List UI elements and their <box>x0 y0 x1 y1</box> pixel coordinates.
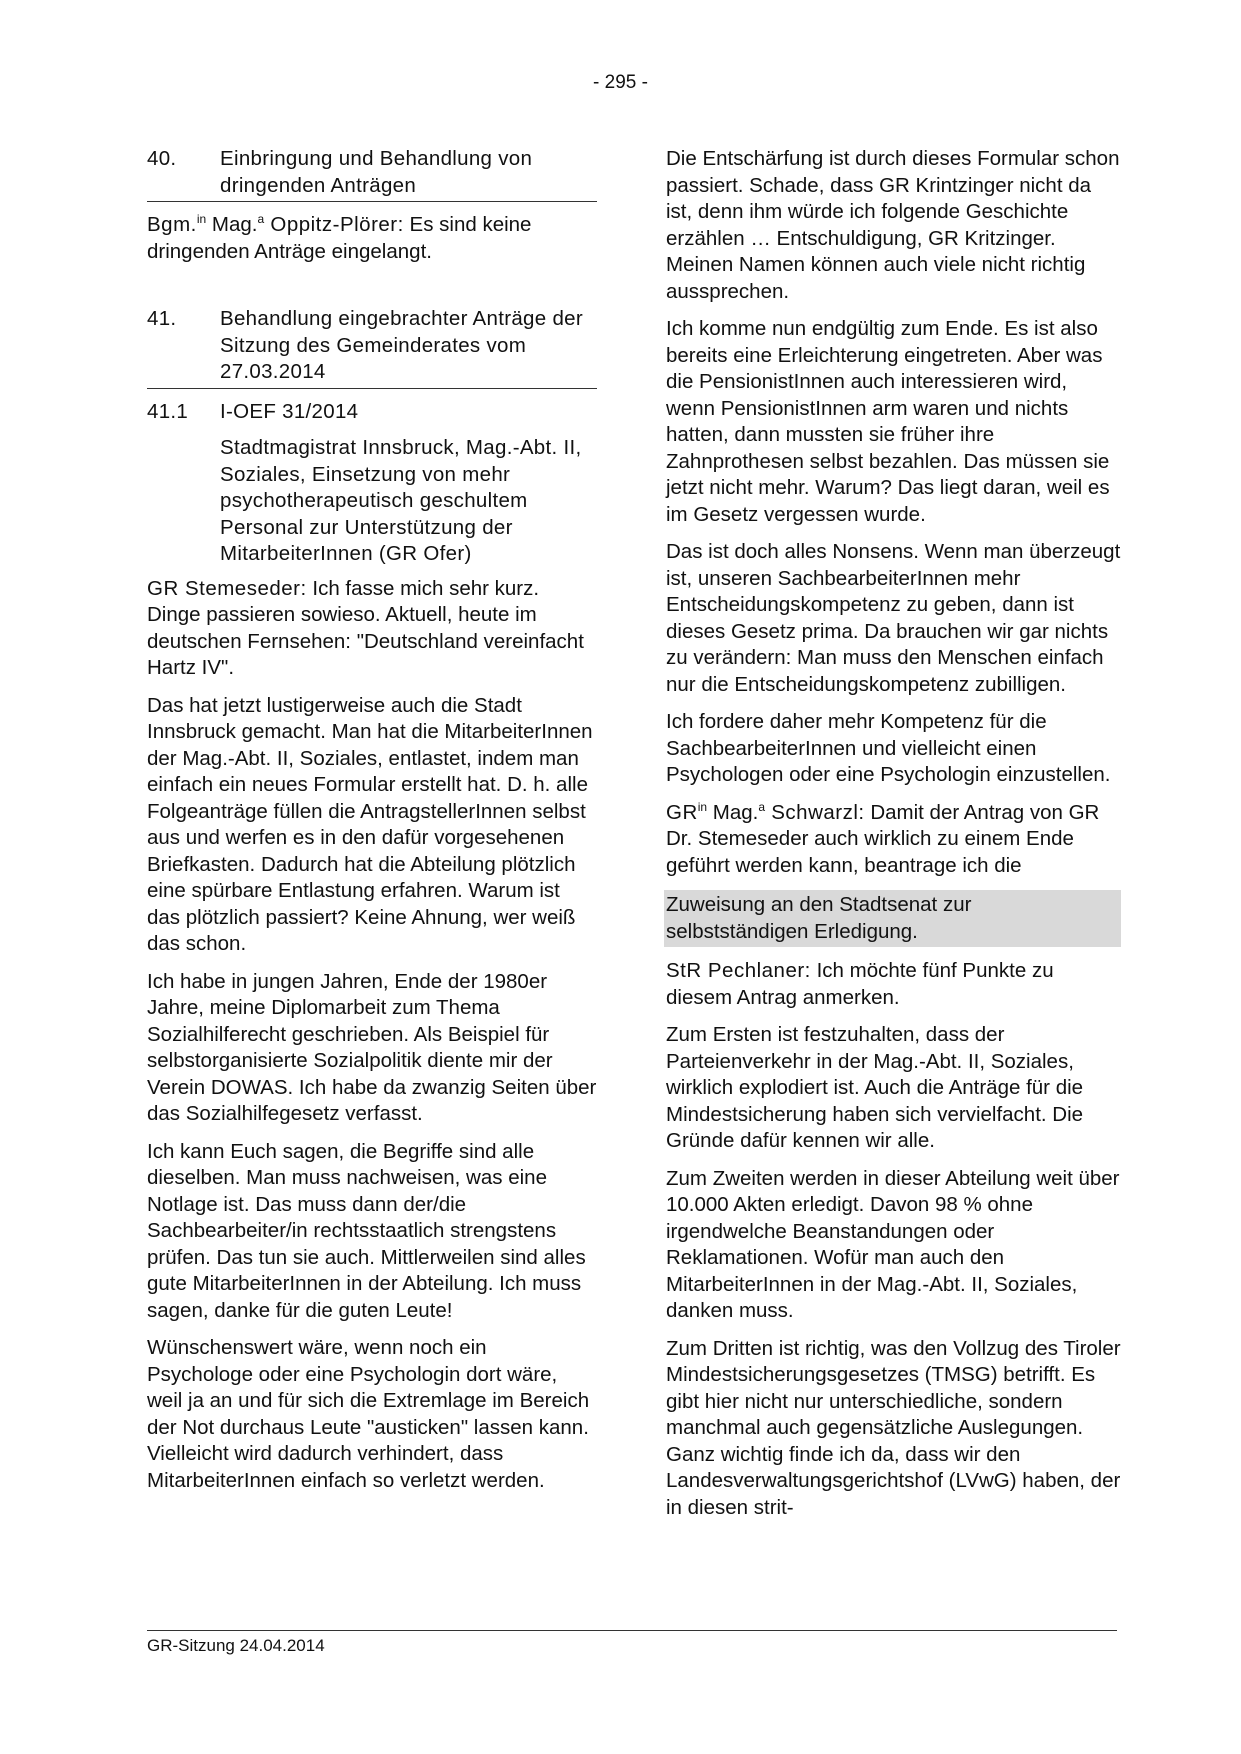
paragraph: Zum Ersten ist festzuhalten, dass der Parteienverkehr in der Mag.-Abt. II, Soziales, wirklich explodiert ist. Auch die Anträge für die Mindestsicherung haben sich vervielfacht. Die Gründe dafür kennen wir alle. <box>666 1023 1084 1152</box>
speaker-prefix: Bgm. <box>147 213 197 236</box>
subitem-41-1 <box>147 399 597 426</box>
statement-text: Damit der Antrag von GR Dr. Stemeseder auch wirklich zu einem Ende geführt werden kann, beantrage ich die <box>666 800 1100 877</box>
footer-text: GR-Sitzung 24.04.2014 <box>147 1636 325 1655</box>
paragraph: Ich habe in jungen Jahren, Ende der 1980er Jahre, meine Diplomarbeit zum Thema Sozialhilferecht geschrieben. Als Beispiel für selbstorganisierte Sozialpolitik diente mir der Verein DOWAS. Ich habe da zwanzig Seiten über das Sozialhilfegesetz verfasst. <box>147 969 597 1125</box>
statement-text: Ich möchte fünf Punkte zu diesem Antrag anmerken. <box>666 959 1054 1009</box>
speaker-name: Schwarzl: <box>765 800 865 824</box>
speaker-title: Mag. <box>707 800 759 824</box>
paragraph: Das hat jetzt lustigerweise auch die Stadt Innsbruck gemacht. Man hat die MitarbeiterInnen der Mag.-Abt. II, Soziales, entlastet, indem man einfach ein neues Formular erstellt hat. D. h. alle Folgeanträge füllen die AntragstellerInnen selbst aus und werfen es in den dafür vorgesehenen Briefkasten. Dadurch hat die Abteilung plötzlich eine spürbare Entlastung erfahren. Warum ist das plötzlich passiert? Keine Ahnung, wer weiß das schon. <box>147 693 593 955</box>
paragraph: Zum Dritten ist richtig, was den Vollzug des Tiroler Mindestsicherungsgesetzes (TMSG) betrifft. Es gibt hier nicht nur unterschiedliche, sondern manchmal auch gegensätzliche Auslegungen. Ganz wichtig finde ich da, dass wir den Landesverwaltungsgerichtshof (LVwG) haben, der in diesen strit- <box>666 1336 1121 1519</box>
paragraph: Ich kann Euch sagen, die Begriffe sind alle dieselben. Man muss nachweisen, was eine Notlage ist. Das muss dann der/die Sachbearbeiter/in rechtsstaatlich strengstens prüfen. Das tun sie auch. Mittlerweilen sind alles gute MitarbeiterInnen in der Abteilung. Ich muss sagen, danke für die guten Leute! <box>147 1139 586 1322</box>
paragraph: Zum Zweiten werden in dieser Abteilung weit über 10.000 Akten erledigt. Davon 98 % ohne irgendwelche Beanstandungen oder Reklamationen. Wofür man auch den MitarbeiterInnen in der Mag.-Abt. II, Soziales, danken muss. <box>666 1166 1120 1322</box>
subitem-code: I-OEF 31/2014 <box>220 399 359 423</box>
subitem-number: 41.1 <box>147 399 189 423</box>
paragraph: Ich komme nun endgültig zum Ende. Es ist also bereits eine Erleichterung eingetreten. Aber was die PensionistInnen auch interessieren wird, wenn PensionistInnen arm waren und nichts hatten, dann mussten sie früher ihre Zahnprothesen selbst bezahlen. Das müssen sie jetzt nicht mehr. Warum? Das liegt daran, weil es im Gesetz vergessen wurde. <box>666 317 1110 526</box>
page-number: - 295 - <box>593 72 648 93</box>
superscript: in <box>196 212 207 227</box>
statement-schwarzl <box>666 800 1121 880</box>
speaker-title: Mag. <box>206 213 258 236</box>
speaker-name: Oppitz-Plörer: <box>264 213 404 236</box>
statement-bgm <box>147 212 597 265</box>
agenda-number: 40. <box>147 147 177 170</box>
agenda-title: Behandlung eingebrachter Anträge der Sitzung des Gemeinderates vom 27.03.2014 <box>220 307 583 383</box>
paragraph: Wünschenswert wäre, wenn noch ein Psychologe oder eine Psychologin dort wäre, weil ja an und für sich die Extremlage im Bereich der Not durchaus Leute "austicken" lassen kann. Vielleicht wird dadurch verhindert, dass MitarbeiterInnen einfach so verletzt werden. <box>147 1336 590 1492</box>
paragraph: Die Entschärfung ist durch dieses Formular schon passiert. Schade, dass GR Krintzinger nicht da ist, denn ihm würde ich folgende Geschichte erzählen … Entschuldigung, GR Kritzinger. Meinen Namen können auch viele nicht richtig aussprechen. <box>666 147 1120 303</box>
paragraph: Das ist doch alles Nonsens. Wenn man überzeugt ist, unseren SachbearbeiterInnen mehr Entscheidungskompetenz zu geben, dann ist dieses Gesetz prima. Da brauchen wir gar nichts zu verändern: Man muss den Menschen einfach nur die Entscheidungskompetenz zubilligen. <box>666 540 1121 696</box>
superscript: in <box>697 799 708 814</box>
superscript: a <box>758 799 766 814</box>
motion-highlight: Zuweisung an den Stadtsenat zur selbstständigen Erledigung. <box>664 890 1121 947</box>
subitem-description: Stadtmagistrat Innsbruck, Mag.-Abt. II, Soziales, Einsetzung von mehr psychotherapeutisch geschultem Personal zur Unterstützung der MitarbeiterInnen (GR Ofer) <box>220 436 582 565</box>
left-column <box>147 146 597 1505</box>
speaker-prefix: GR <box>666 800 698 824</box>
paragraph: Ich fordere daher mehr Kompetenz für die SachbearbeiterInnen und vielleicht einen Psychologen oder eine Psychologin einzustellen. <box>666 710 1111 786</box>
statement-pechlaner <box>666 958 1121 1011</box>
speaker-name: GR Stemeseder: <box>147 576 307 600</box>
superscript: a <box>257 212 265 227</box>
footer-divider <box>147 1630 1117 1631</box>
agenda-item-41 <box>147 306 597 389</box>
statement-stemeseder <box>147 576 597 682</box>
statement-text: Es sind keine dringenden Anträge eingelangt. <box>147 213 532 263</box>
statement-text: Ich fasse mich sehr kurz. Dinge passieren sowieso. Aktuell, heute im deutschen Fernsehen: "Deutschland vereinfacht Hartz IV". <box>147 576 584 679</box>
agenda-item-40 <box>147 146 597 202</box>
agenda-number: 41. <box>147 307 177 330</box>
agenda-title: Einbringung und Behandlung von dringenden Anträgen <box>220 147 533 197</box>
right-column <box>666 146 1121 1532</box>
speaker-name: StR Pechlaner: <box>666 959 811 982</box>
